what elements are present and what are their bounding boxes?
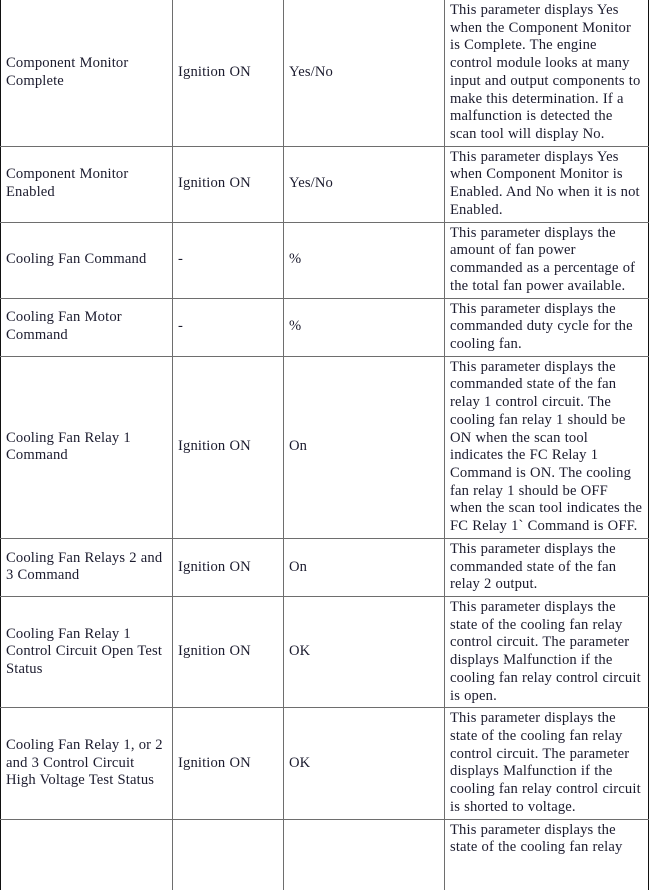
cell-parameter: Cooling Fan Relays 2 and 3 Command [1,538,173,596]
table-row [1,356,649,538]
cell-value [284,819,445,889]
cell-condition: Ignition ON [173,597,284,708]
cell-value: % [284,222,445,298]
cell-value: OK [284,597,445,708]
cell-description: This parameter displays the state of the cooling fan relay control circuit. The parameter displays Malfunction if the cooling fan relay control circuit is open. [445,597,649,708]
cell-parameter: Cooling Fan Relay 1 Control Circuit Open Test Status [1,597,173,708]
cell-condition [173,819,284,889]
cell-condition: Ignition ON [173,708,284,819]
cell-parameter: Cooling Fan Relay 1, or 2 and 3 Control Circuit High Voltage Test Status [1,708,173,819]
cell-description: This parameter displays Yes when Component Monitor is Enabled. And No when it is not Enabled. [445,146,649,222]
cell-value: Yes/No [284,0,445,146]
cell-parameter [1,819,173,889]
table-row [1,146,649,222]
cell-value: Yes/No [284,146,445,222]
cell-condition: Ignition ON [173,356,284,538]
table-body [1,0,649,889]
cell-description: This parameter displays the commanded state of the fan relay 1 control circuit. The cooling fan relay 1 should be ON when the scan tool indicates the FC Relay 1 Command is ON. The cooling fan relay 1 should be OFF when the scan tool indicates the FC Relay 1` Command is OFF. [445,356,649,538]
cell-condition: - [173,222,284,298]
cell-description: This parameter displays the commanded duty cycle for the cooling fan. [445,298,649,356]
cell-value: On [284,356,445,538]
cell-value: OK [284,708,445,819]
cell-parameter: Cooling Fan Motor Command [1,298,173,356]
cell-description: This parameter displays the commanded state of the fan relay 2 output. [445,538,649,596]
cell-parameter: Cooling Fan Command [1,222,173,298]
table-row [1,0,649,146]
table-row [1,597,649,708]
cell-description: This parameter displays the state of the cooling fan relay control circuit. The parameter displays Malfunction if the cooling fan relay control circuit is shorted to voltage. [445,708,649,819]
cell-parameter: Component Monitor Complete [1,0,173,146]
table-row [1,298,649,356]
cell-value: % [284,298,445,356]
cell-value: On [284,538,445,596]
table-row [1,222,649,298]
table-row [1,708,649,819]
cell-condition: Ignition ON [173,0,284,146]
cell-condition: Ignition ON [173,146,284,222]
table-row [1,538,649,596]
table-row-truncated [1,819,649,889]
cell-condition: Ignition ON [173,538,284,596]
cell-description: This parameter displays the amount of fan power commanded as a percentage of the total fan power available. [445,222,649,298]
cell-description: This parameter displays the state of the cooling fan relay [445,819,649,889]
cell-parameter: Component Monitor Enabled [1,146,173,222]
cell-condition: - [173,298,284,356]
cell-description: This parameter displays Yes when the Component Monitor is Complete. The engine control module looks at many input and output components to make this determination. If a malfunction is detected the scan tool will display No. [445,0,649,146]
cell-parameter: Cooling Fan Relay 1 Command [1,356,173,538]
